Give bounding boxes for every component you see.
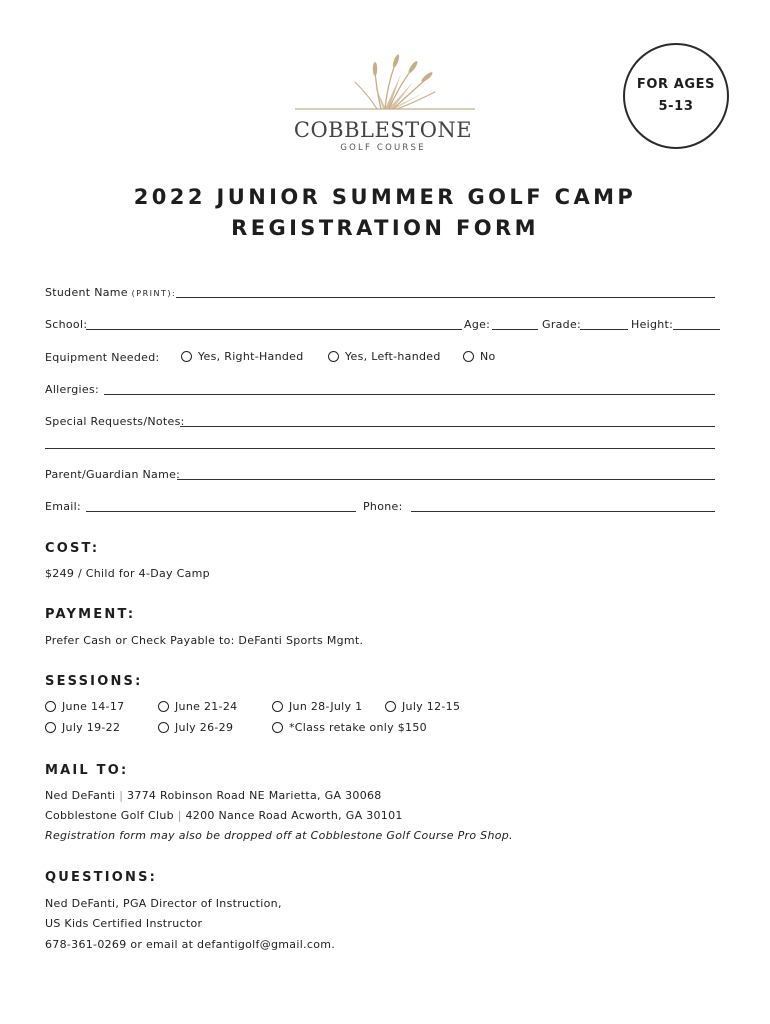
form-title-line-1: 2022 JUNIOR SUMMER GOLF CAMP <box>133 185 637 209</box>
equip-option-label: No <box>480 350 496 363</box>
special-requests-field-line-2[interactable] <box>45 448 715 449</box>
parent-name-label: Parent/Guardian Name: <box>45 468 181 481</box>
mail-line-2 <box>45 809 403 822</box>
radio-button[interactable] <box>181 351 192 362</box>
radio-button[interactable] <box>272 722 283 733</box>
equip-option-right[interactable] <box>181 350 304 363</box>
radio-button[interactable] <box>328 351 339 362</box>
allergies-field[interactable] <box>104 394 715 395</box>
session-option[interactable] <box>45 721 120 734</box>
logo-wordmark: COBBLESTONE <box>293 118 473 142</box>
mail-line-1 <box>45 789 382 802</box>
special-requests-label: Special Requests/Notes: <box>45 415 185 428</box>
equip-option-label: Yes, Left-handed <box>345 350 441 363</box>
mail-heading: MAIL TO: <box>45 763 129 778</box>
wheat-grass-icon <box>285 52 485 118</box>
radio-button[interactable] <box>45 722 56 733</box>
form-title-line-2: REGISTRATION FORM <box>231 216 539 240</box>
session-option[interactable] <box>385 700 460 713</box>
radio-button[interactable] <box>45 701 56 712</box>
mail-name: Cobblestone Golf Club <box>45 809 174 822</box>
badge-line-1: FOR AGES <box>636 77 716 92</box>
payment-text: Prefer Cash or Check Payable to: DeFanti Sports Mgmt. <box>45 634 364 647</box>
payment-heading: PAYMENT: <box>45 607 136 622</box>
session-label: *Class retake only $150 <box>289 721 427 734</box>
separator: | <box>119 789 124 802</box>
equip-option-left[interactable] <box>328 350 441 363</box>
student-name-field[interactable] <box>176 297 715 298</box>
session-label: June 21-24 <box>175 700 238 713</box>
cost-text: $249 / Child for 4-Day Camp <box>45 567 210 580</box>
questions-line: Ned DeFanti, PGA Director of Instruction, <box>45 897 282 910</box>
session-label: July 26-29 <box>175 721 234 734</box>
allergies-label: Allergies: <box>45 383 99 396</box>
session-label: July 12-15 <box>402 700 461 713</box>
session-option[interactable] <box>272 700 362 713</box>
school-label: School: <box>45 318 88 331</box>
badge-line-2: 5-13 <box>658 99 694 114</box>
grade-field[interactable] <box>580 329 628 330</box>
session-option[interactable] <box>158 700 237 713</box>
radio-button[interactable] <box>385 701 396 712</box>
student-name-label <box>45 286 176 299</box>
phone-field[interactable] <box>411 511 715 512</box>
questions-heading: QUESTIONS: <box>45 870 158 885</box>
print-hint: (PRINT): <box>131 289 177 298</box>
session-option[interactable] <box>158 721 233 734</box>
mail-name: Ned DeFanti <box>45 789 116 802</box>
logo-subtitle: GOLF COURSE <box>340 143 426 153</box>
special-requests-field[interactable] <box>180 426 715 427</box>
student-name-text: Student Name <box>45 286 128 299</box>
session-label: Jun 28-July 1 <box>289 700 363 713</box>
session-option[interactable] <box>272 721 427 734</box>
height-field[interactable] <box>673 329 720 330</box>
equip-option-no[interactable] <box>463 350 496 363</box>
grade-label: Grade: <box>542 318 582 331</box>
sessions-heading: SESSIONS: <box>45 674 143 689</box>
radio-button[interactable] <box>463 351 474 362</box>
equip-option-label: Yes, Right-Handed <box>198 350 304 363</box>
radio-button[interactable] <box>272 701 283 712</box>
school-field[interactable] <box>86 329 462 330</box>
session-label: June 14-17 <box>62 700 125 713</box>
age-label: Age: <box>464 318 491 331</box>
email-label: Email: <box>45 500 82 513</box>
session-option[interactable] <box>45 700 124 713</box>
age-field[interactable] <box>492 329 538 330</box>
questions-line: US Kids Certified Instructor <box>45 917 203 930</box>
mail-address: 3774 Robinson Road NE Marietta, GA 30068 <box>127 789 382 802</box>
radio-button[interactable] <box>158 701 169 712</box>
height-label: Height: <box>631 318 674 331</box>
parent-name-field[interactable] <box>177 479 715 480</box>
session-label: July 19-22 <box>62 721 121 734</box>
questions-line: 678-361-0269 or email at defantigolf@gmail.com. <box>45 938 336 951</box>
cobblestone-logo <box>285 52 485 162</box>
cost-heading: COST: <box>45 541 100 556</box>
mail-address: 4200 Nance Road Acworth, GA 30101 <box>185 809 403 822</box>
age-badge <box>623 43 729 149</box>
mail-note: Registration form may also be dropped off at Cobblestone Golf Course Pro Shop. <box>45 829 513 842</box>
equipment-label: Equipment Needed: <box>45 351 160 364</box>
radio-button[interactable] <box>158 722 169 733</box>
phone-label: Phone: <box>363 500 403 513</box>
separator: | <box>177 809 182 822</box>
email-field[interactable] <box>86 511 356 512</box>
